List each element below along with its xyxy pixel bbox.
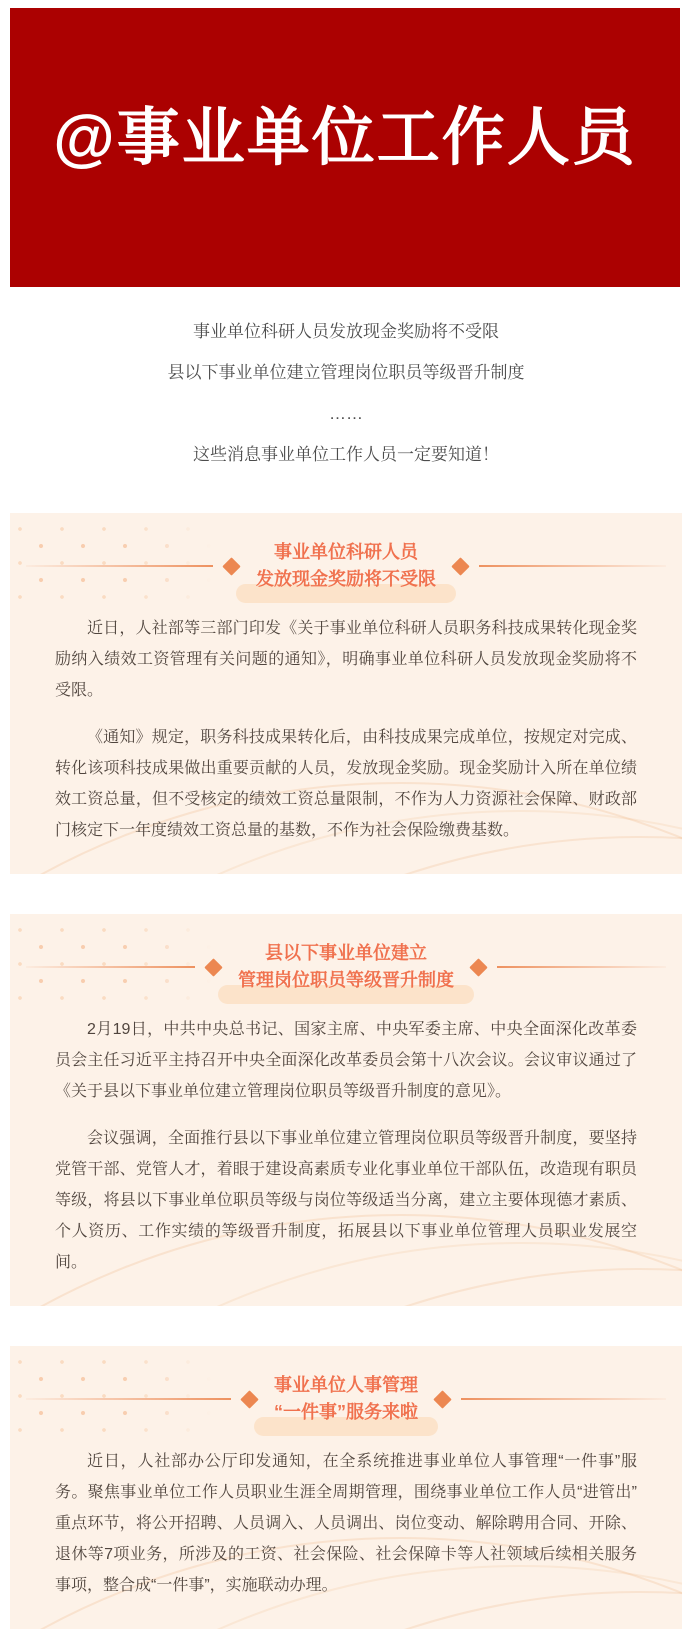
card-title-row [26,539,666,593]
card-title-line2: “一件事”服务来啦 [274,1399,418,1426]
diamond-icon [451,557,469,575]
header-banner [10,8,680,287]
divider-line-left [26,565,213,567]
news-card-rank-promotion [10,914,682,1306]
divider-line-left [26,1398,231,1400]
card-title-row [26,940,666,994]
card-paragraph: 会议强调，全面推行县以下事业单位建立管理岗位职员等级晋升制度，要坚持党管干部、党管人才，着眼于建设高素质专业化事业单位干部队伍，改造现有职员等级，将县以下事业单位职员等级与岗位等级适当分离，建立主要体现德才素质、个人资历、工作实绩的等级晋升制度，拓展县以下事业单位管理人员职业发展空间。 [55,1130,637,1271]
card-title-line1: 事业单位科研人员 [274,542,418,562]
banner-title: @事业单位工作人员 [53,103,637,173]
divider-line-right [479,565,666,567]
divider-line-left [26,966,195,968]
intro-line: 事业单位科研人员发放现金奖励将不受限 [193,322,499,341]
diamond-icon [222,557,240,575]
intro-block [0,287,692,487]
card-title [250,539,442,593]
diamond-icon [469,958,487,976]
diamond-icon [240,1390,258,1408]
article-page [0,8,692,1633]
card-paragraph: 近日，人社部等三部门印发《关于事业单位科研人员职务科技成果转化现金奖励纳入绩效工资管理有关问题的通知》，明确事业单位科研人员发放现金奖励将不受限。 [55,620,637,699]
diamond-icon [204,958,222,976]
card-title-row [26,1372,666,1426]
card-title [268,1372,424,1426]
card-paragraph: 《通知》规定，职务科技成果转化后，由科技成果完成单位，按规定对完成、转化该项科技成果做出重要贡献的人员，发放现金奖励。现金奖励计入所在单位绩效工资总量，但不受核定的绩效工资总量限制，不作为人力资源社会保障、财政部门核定下一年度绩效工资总量的基数，不作为社会保险缴费基数。 [55,729,637,839]
divider-line-right [461,1398,666,1400]
card-title-line1: 事业单位人事管理 [274,1375,418,1395]
intro-line: 县以下事业单位建立管理岗位职员等级晋升制度 [167,363,525,382]
card-paragraph: 近日，人社部办公厅印发通知，在全系统推进事业单位人事管理“一件事”服务。聚焦事业单位工作人员职业生涯全周期管理，围绕事业单位工作人员“进管出”重点环节，将公开招聘、人员调入、人员调出、岗位变动、解除聘用合同、开除、退休等7项业务，所涉及的工资、社会保险、社会保障卡等人社领域后续相关服务事项，整合成“一件事”，实施联动办理。 [55,1453,637,1594]
news-card-one-thing-service [10,1346,682,1629]
diamond-icon [433,1390,451,1408]
news-card-cash-reward [10,513,682,874]
card-title [232,940,460,994]
card-paragraph: 2月19日，中共中央总书记、国家主席、中央军委主席、中央全面深化改革委员会主任习近平主持召开中央全面深化改革委员会第十八次会议。会议审议通过了《关于县以下事业单位建立管理岗位职员等级晋升制度的意见》。 [55,1021,637,1100]
card-title-line2: 管理岗位职员等级晋升制度 [238,967,454,994]
divider-line-right [497,966,666,968]
card-title-line2: 发放现金奖励将不受限 [256,566,436,593]
intro-line: 这些消息事业单位工作人员一定要知道！ [193,445,499,464]
intro-ellipsis: …… [329,404,363,423]
card-title-line1: 县以下事业单位建立 [265,943,427,963]
